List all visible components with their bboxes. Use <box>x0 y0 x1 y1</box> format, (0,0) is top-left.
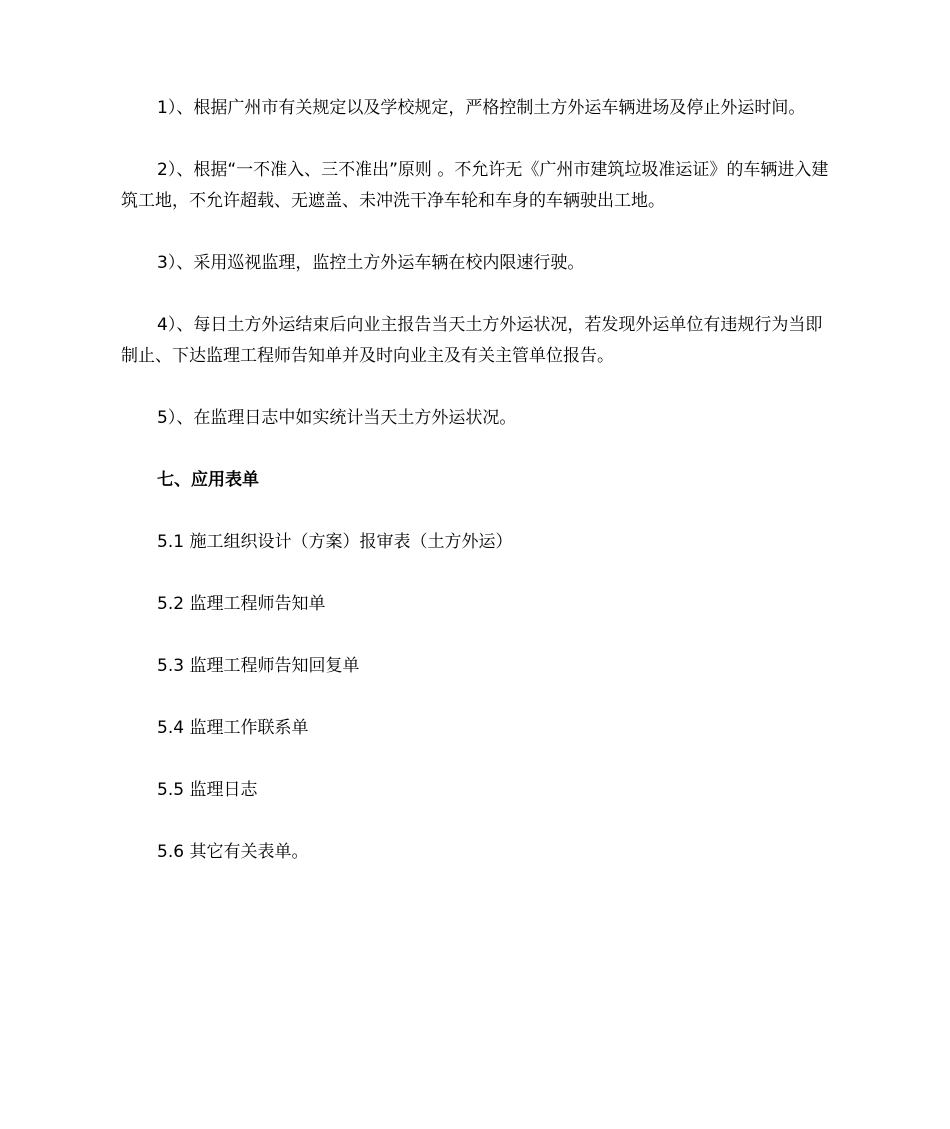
document-body <box>121 93 831 868</box>
form-item-2: 5.2 监理工程师告知单 <box>157 594 326 614</box>
paragraph-1: 1）、根据广州市有关规定以及学校规定，严格控制土方外运车辆进场及停止外运时间。 <box>157 98 806 118</box>
form-item-5: 5.5 监理日志 <box>157 780 258 800</box>
paragraph-2: 2）、根据“一不准入、三不准出”原则 。不允许无《广州市建筑垃圾准运证》的车辆进入建筑工地，不允许超载、无遮盖、未冲洗干净车轮和车身的车辆驶出工地。 <box>121 160 829 211</box>
form-item-4: 5.4 监理工作联系单 <box>157 718 309 738</box>
form-item-3: 5.3 监理工程师告知回复单 <box>157 656 360 676</box>
paragraph-5: 5）、在监理日志中如实统计当天土方外运状况。 <box>157 408 517 428</box>
section-heading: 七、应用表单 <box>157 470 259 490</box>
paragraph-3: 3）、采用巡视监理，监控土方外运车辆在校内限速行驶。 <box>157 253 585 273</box>
paragraph-4: 4）、每日土方外运结束后向业主报告当天土方外运状况，若发现外运单位有违规行为当即制止、下达监理工程师告知单并及时向业主及有关主管单位报告。 <box>121 315 823 366</box>
form-item-6: 5.6 其它有关表单。 <box>157 842 309 862</box>
form-item-1: 5.1 施工组织设计（方案）报审表（土方外运） <box>157 532 513 552</box>
